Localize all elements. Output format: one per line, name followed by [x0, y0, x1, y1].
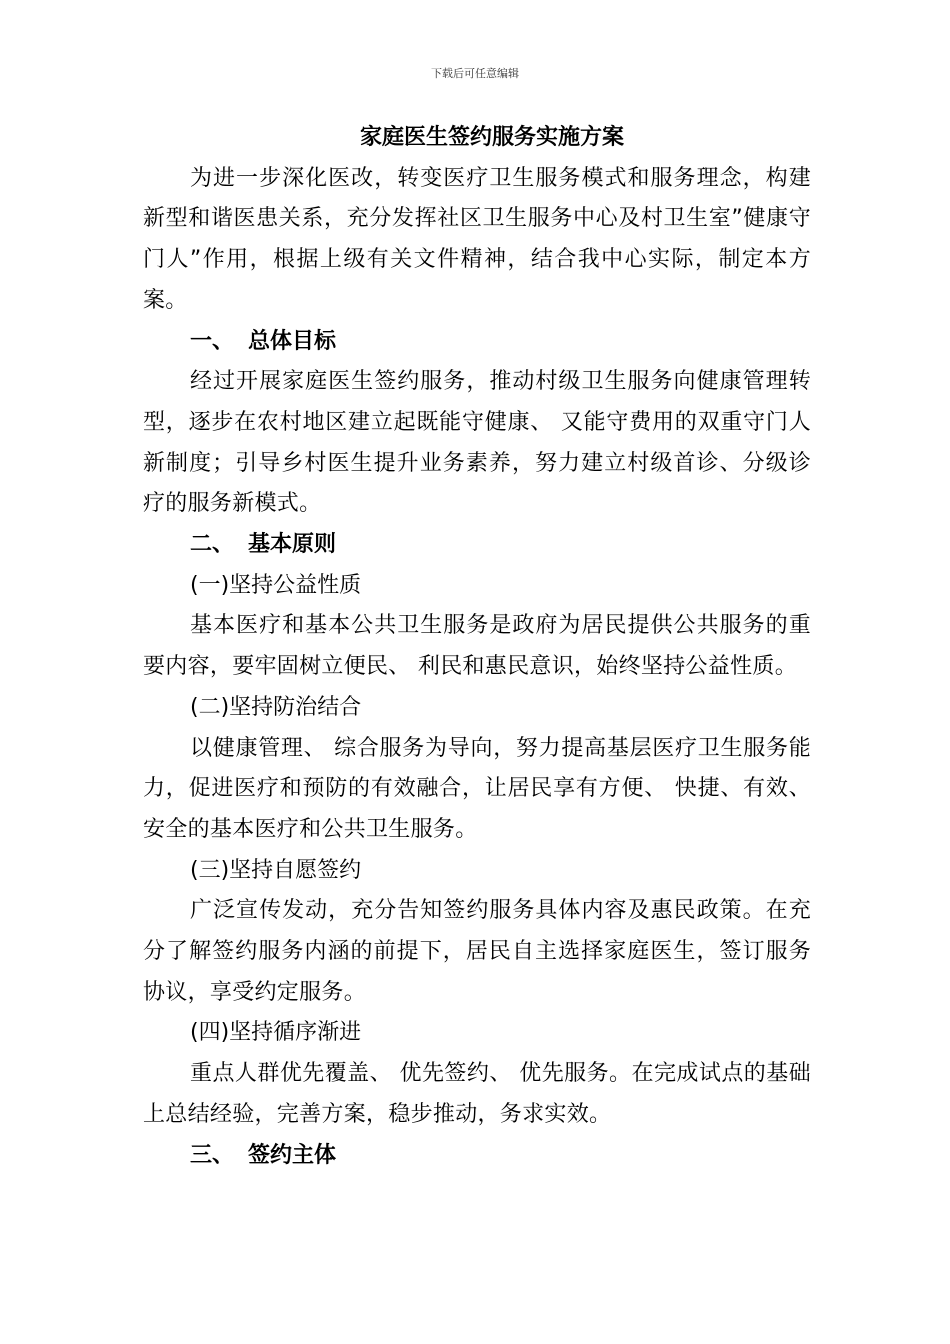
document-body — [143, 118, 811, 1176]
subsection-heading-2: (二)坚持防治结合 — [190, 694, 362, 720]
intro-paragraph: 为进一步深化医改，转变医疗卫生服务模式和服务理念，构建新型和谐医患关系，充分发挥社区卫生服务中心及村卫生室”健康守门人”作用，根据上级有关文件精神，结合我中心实际，制定本方案。 — [143, 165, 811, 313]
subsection-4-paragraph: 重点人群优先覆盖、 优先签约、 优先服务。在完成试点的基础上总结经验，完善方案，稳步推动，务求实效。 — [143, 1061, 811, 1127]
subsection-1-paragraph: 基本医疗和基本公共卫生服务是政府为居民提供公共服务的重要内容，要牢固树立便民、 利民和惠民意识，始终坚持公益性质。 — [143, 613, 811, 680]
section-title: 基本原则 — [248, 532, 337, 558]
section-heading-1 — [143, 322, 811, 363]
section-heading-2 — [143, 525, 811, 566]
section-title: 总体目标 — [248, 328, 337, 354]
subsection-3-paragraph: 广泛宣传发动，充分告知签约服务具体内容及惠民政策。在充分了解签约服务内涵的前提下，居民自主选择家庭医生，签订服务协议，享受约定服务。 — [143, 898, 811, 1005]
subsection-2-paragraph: 以健康管理、 综合服务为导向，努力提高基层医疗卫生服务能力，促进医疗和预防的有效融合，让居民享有方便、 快捷、有效、 安全的基本医疗和公共卫生服务。 — [143, 735, 811, 842]
section-number: 三、 — [190, 1142, 235, 1168]
section-number: 一、 — [190, 328, 235, 354]
subsection-heading-3: (三)坚持自愿签约 — [190, 857, 362, 883]
section-number: 二、 — [190, 532, 235, 558]
document-title: 家庭医生签约服务实施方案 — [359, 125, 624, 150]
subsection-heading-4: (四)坚持循序渐进 — [190, 1020, 362, 1046]
section-1-paragraph: 经过开展家庭医生签约服务，推动村级卫生服务向健康管理转型，逐步在农村地区建立起既能守健康、 又能守费用的双重守门人新制度；引导乡村医生提升业务素养，努力建立村级首诊、分级诊疗的服务新模式。 — [143, 369, 811, 517]
page-header-note: 下载后可任意编辑 — [431, 67, 519, 80]
section-heading-3 — [143, 1136, 811, 1177]
subsection-heading-1: (一)坚持公益性质 — [190, 572, 362, 598]
section-title: 签约主体 — [248, 1142, 337, 1168]
